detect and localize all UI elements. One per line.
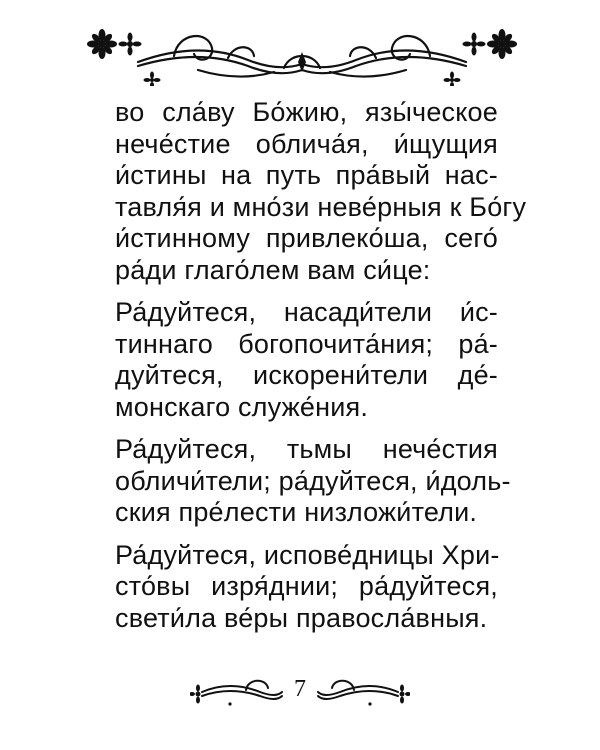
text-line: дуйтеся, искорени́тели де́- [115,360,498,390]
text-line: и́стинному привлеко́ша, сего́ [115,223,498,253]
text-line: ра́ди глаго́лем вам си́це: [115,254,431,285]
text-line: Ра́дуйтеся, насади́тели и́с- [115,297,498,327]
paragraph-gap [115,529,498,540]
text-line: тиннаго богопочита́ния; ра́- [115,328,498,359]
paragraph-gap [115,423,498,434]
text-line: тавля́я и мно́зи неве́рныя к Бо́гу [115,191,527,222]
text-line: обличи́тели; ра́дуйтеся, и́доль- [115,465,511,496]
text-line: Ра́дуйтеся, тьмы нече́стия [115,434,498,464]
text-line: монскаго служе́ния. [115,391,369,422]
paragraph-gap [115,286,498,297]
text-line: сто́вы изря́днии; ра́дуйтеся, [115,571,498,601]
text-line: во сла́ву Бо́жию, язы́ческое [115,97,498,127]
header-ornament [78,22,526,86]
page-number: 7 [294,676,306,702]
text-line: Ра́дуйтеся, испове́дницы Хри- [115,539,500,570]
text-line: и́стины на путь пра́вый нас- [115,160,498,190]
akathist-text [115,97,527,634]
text-line: ския пре́лести низложи́тели. [115,497,478,527]
text-line: нече́стие облича́я, и́щущия [115,128,498,159]
text-line: свети́ла ве́ры правосла́вныя. [115,602,488,633]
